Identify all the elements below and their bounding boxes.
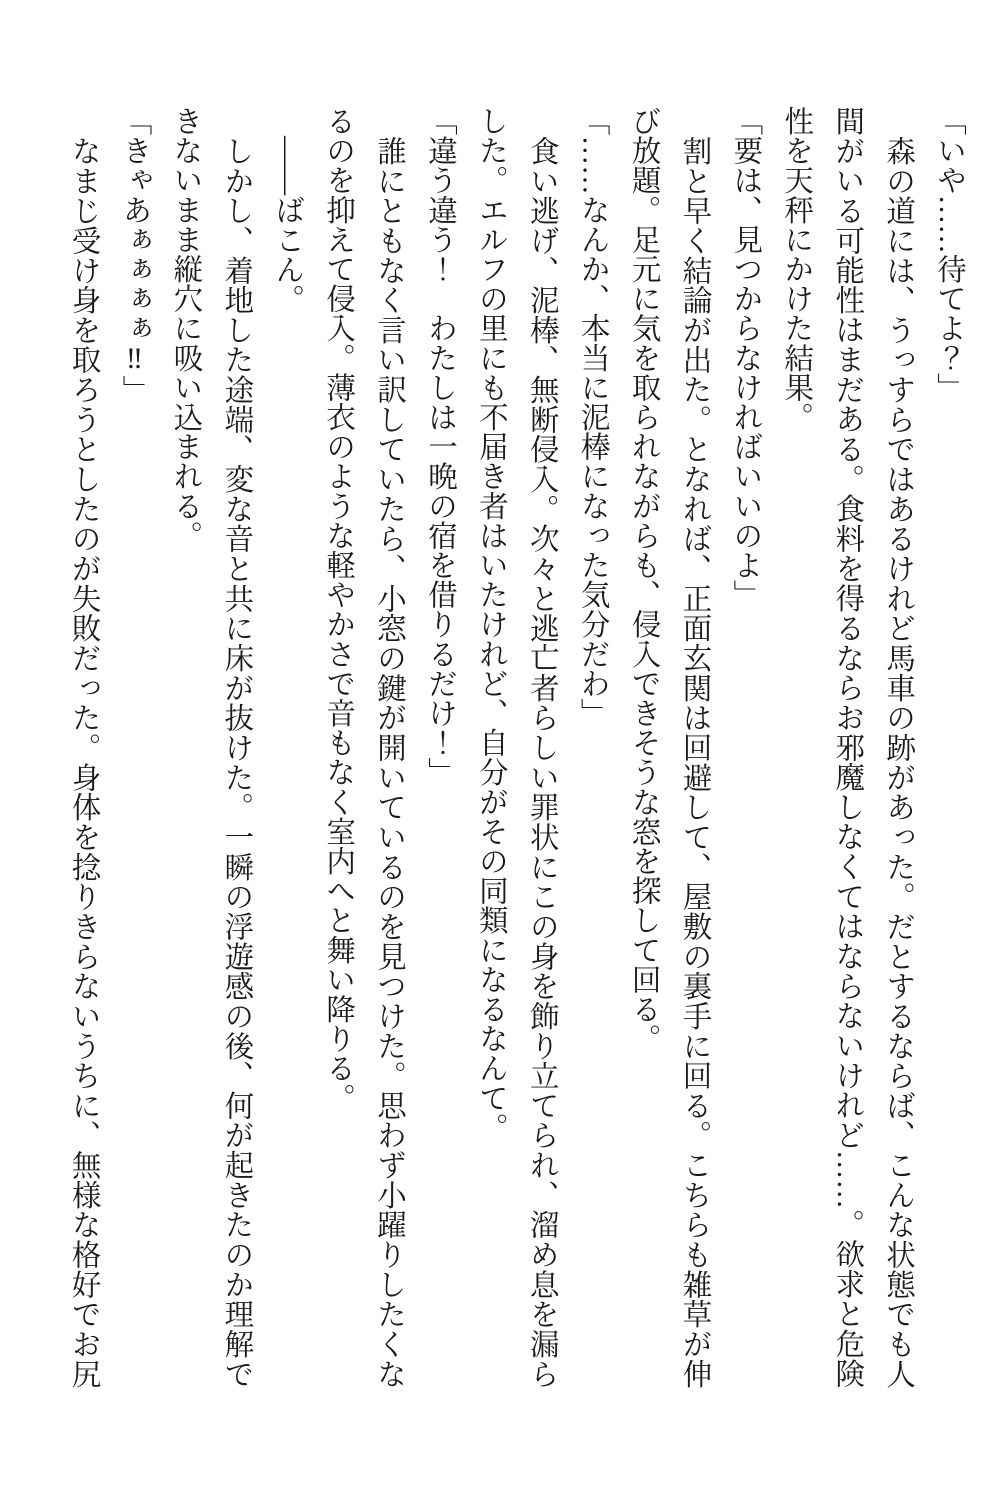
dialogue-line: 「いや……待てよ？」 <box>933 106 965 402</box>
narration-line: 間がいる可能性はまだある。食料を得るならお邪魔しなくてはならないけれど……。欲求と危険 <box>831 106 864 1388</box>
text-block <box>58 106 974 1388</box>
narration-line: 森の道には、うっすらではあるけれど馬車の跡があった。だとするならば、こんな状態でも人 <box>882 135 915 1388</box>
narration-line: きないまま縦穴に吸い込まれる。 <box>169 106 202 550</box>
dialogue-line: 「違う違う！ わたしは一晩の宿を借りるだけ！」 <box>423 106 456 787</box>
narration-line: 食い逃げ、泥棒、無断侵入。次々と逃亡者らしい罪状にこの身を飾り立てられ、溜め息を漏ら <box>525 135 558 1388</box>
narration-line: 誰にともなく言い訳していたら、小窓の鍵が開いているのを見つけた。思わず小躍りしたくな <box>373 135 406 1388</box>
narration-line: 性を天秤にかけた結果。 <box>780 106 813 432</box>
dialogue-line: 「……なんか、本当に泥棒になった気分だわ」 <box>576 106 609 728</box>
narration-line: るのを抑えて侵入。薄衣のような軽やかさで音もなく室内へと舞い降りる。 <box>322 106 355 1113</box>
narration-line: した。エルフの里にも不届き者はいたけれど、自分がその同類になるなんて。 <box>474 106 507 1142</box>
sfx-line: ――ばこん。 <box>271 135 304 314</box>
narration-line: しかし、着地した途端、変な音と共に床が抜けた。一瞬の浮遊感の後、何が起きたのか理解で <box>220 135 253 1388</box>
narration-line: び放題。足元に気を取られながらも、侵入できそうな窓を探して回る。 <box>627 106 660 1054</box>
dialogue-line: 「要は、見つからなければいいのよ」 <box>729 106 762 610</box>
dialogue-line: 「きゃあぁぁぁぁ‼」 <box>118 106 151 405</box>
narration-line: 割と早く結論が出た。となれば、正面玄関は回避して、屋敷の裏手に回る。こちらも雑草が伸 <box>678 135 711 1388</box>
narration-line: なまじ受け身を取ろうとしたのが失敗だった。身体を捻りきらないうちに、無様な格好でお尻 <box>67 135 100 1388</box>
